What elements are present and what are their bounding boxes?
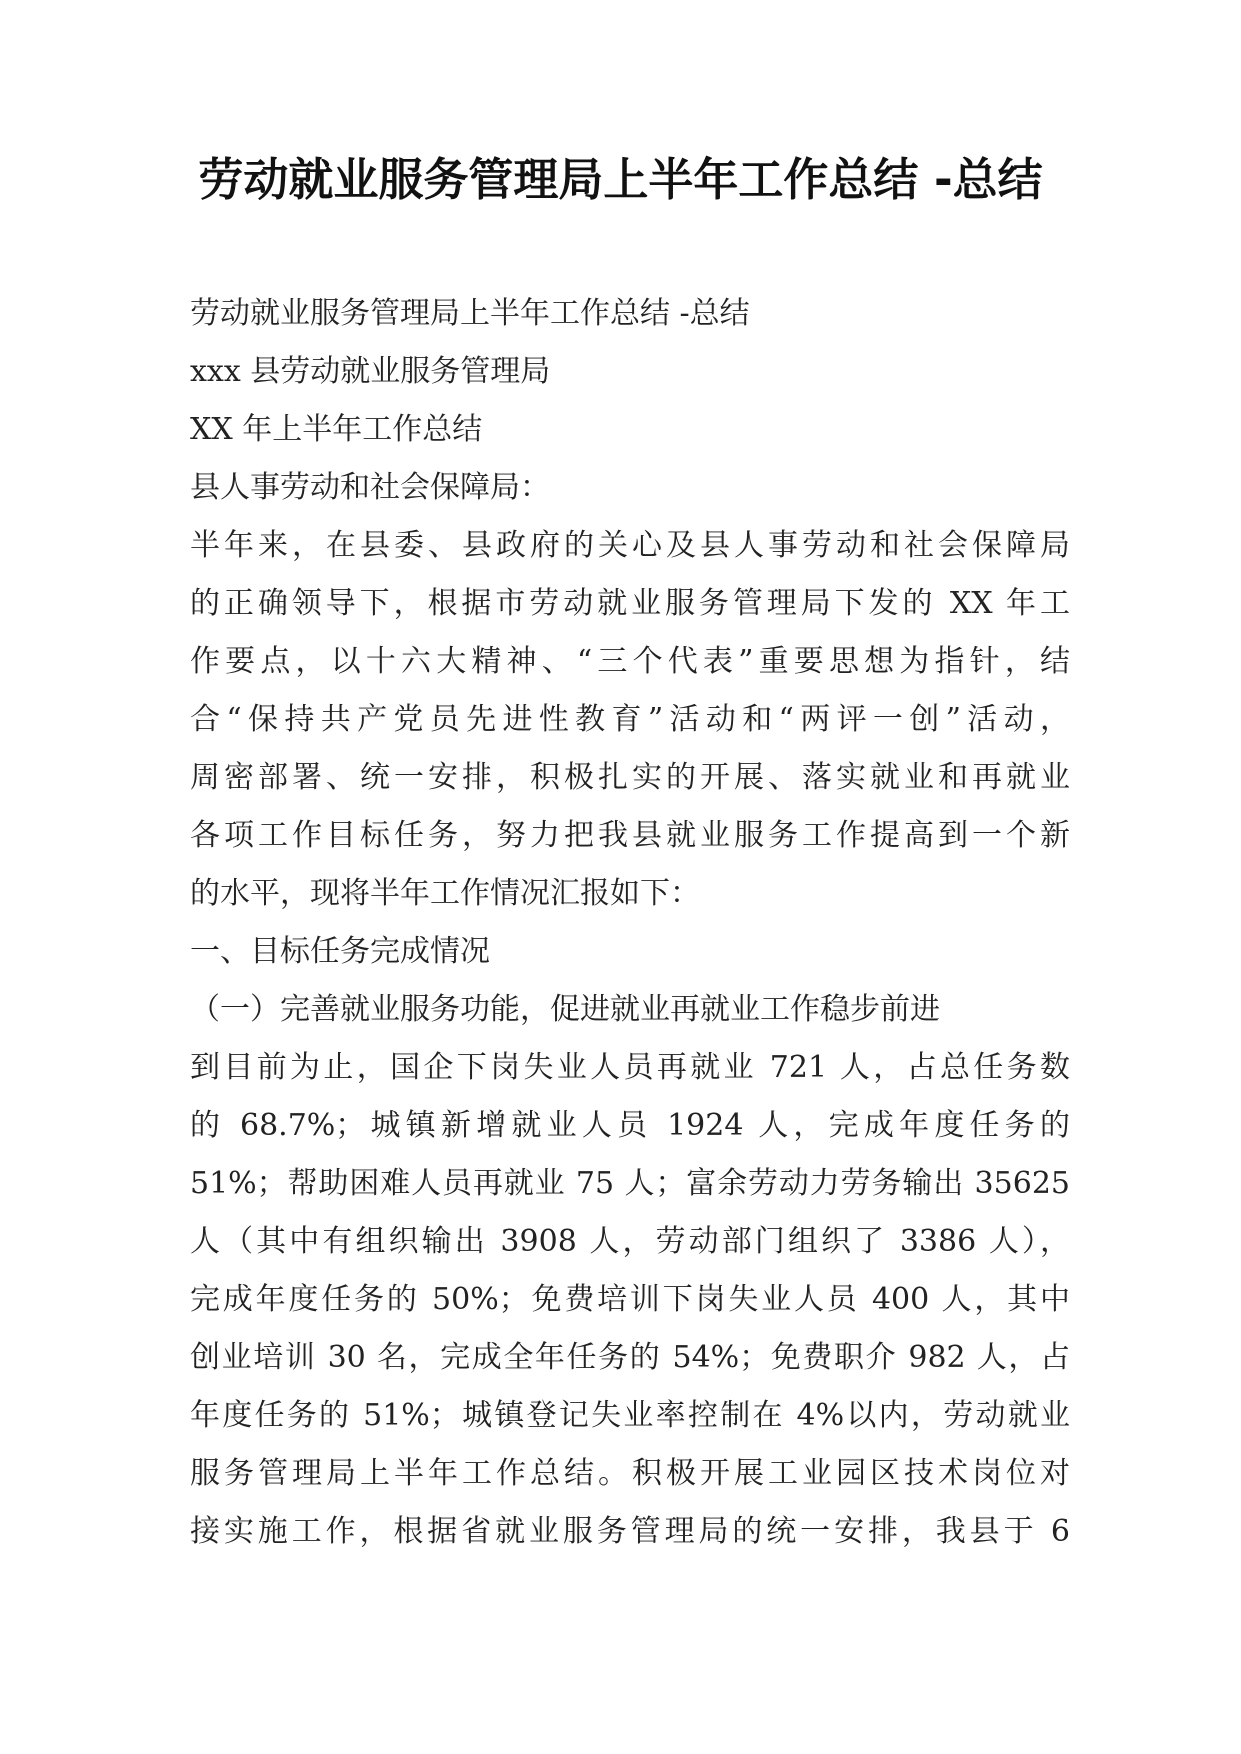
body-line: 51%；帮助困难人员再就业 75 人；富余劳动力劳务输出 35625 [190, 1166, 1070, 1201]
body-line: 各项工作目标任务，努力把我县就业服务工作提高到一个新 [190, 818, 1070, 853]
body-line: 年度任务的 51%；城镇登记失业率控制在 4%以内，劳动就业 [190, 1398, 1070, 1433]
section-heading: 一、目标任务完成情况 [190, 934, 490, 969]
body-line: 创业培训 30 名，完成全年任务的 54%；免费职介 982 人，占 [190, 1340, 1070, 1375]
subsection-heading: （一）完善就业服务功能，促进就业再就业工作稳步前进 [190, 992, 940, 1027]
body-line: 的正确领导下，根据市劳动就业服务管理局下发的 XX 年工 [190, 586, 1070, 621]
body-line: 的 68.7%；城镇新增就业人员 1924 人，完成年度任务的 [190, 1108, 1070, 1143]
body-line: 完成年度任务的 50%；免费培训下岗失业人员 400 人，其中 [190, 1282, 1070, 1317]
body-line: 服务管理局上半年工作总结。积极开展工业园区技术岗位对 [190, 1456, 1070, 1491]
body-line: 县人事劳动和社会保障局： [190, 470, 550, 505]
body-line: 的水平，现将半年工作情况汇报如下： [190, 876, 700, 911]
body-line: 合“保持共产党员先进性教育”活动和“两评一创”活动， [190, 702, 1070, 737]
body-line: 人（其中有组织输出 3908 人，劳动部门组织了 3386 人）， [190, 1224, 1070, 1259]
body-line: XX 年上半年工作总结 [190, 412, 483, 447]
body-line: 到目前为止，国企下岗失业人员再就业 721 人，占总任务数 [190, 1050, 1070, 1085]
body-line: 周密部署、统一安排，积极扎实的开展、落实就业和再就业 [190, 760, 1070, 795]
body-line: xxx 县劳动就业服务管理局 [190, 354, 551, 389]
body-line: 接实施工作，根据省就业服务管理局的统一安排，我县于 6 [190, 1514, 1070, 1549]
document-title: 劳动就业服务管理局上半年工作总结 -总结 [198, 153, 1043, 206]
body-line: 作要点，以十六大精神、“三个代表”重要思想为指针，结 [190, 644, 1070, 679]
body-line: 半年来，在县委、县政府的关心及县人事劳动和社会保障局 [190, 528, 1070, 563]
body-line: 劳动就业服务管理局上半年工作总结 -总结 [190, 296, 750, 331]
document-body [190, 285, 1070, 1561]
